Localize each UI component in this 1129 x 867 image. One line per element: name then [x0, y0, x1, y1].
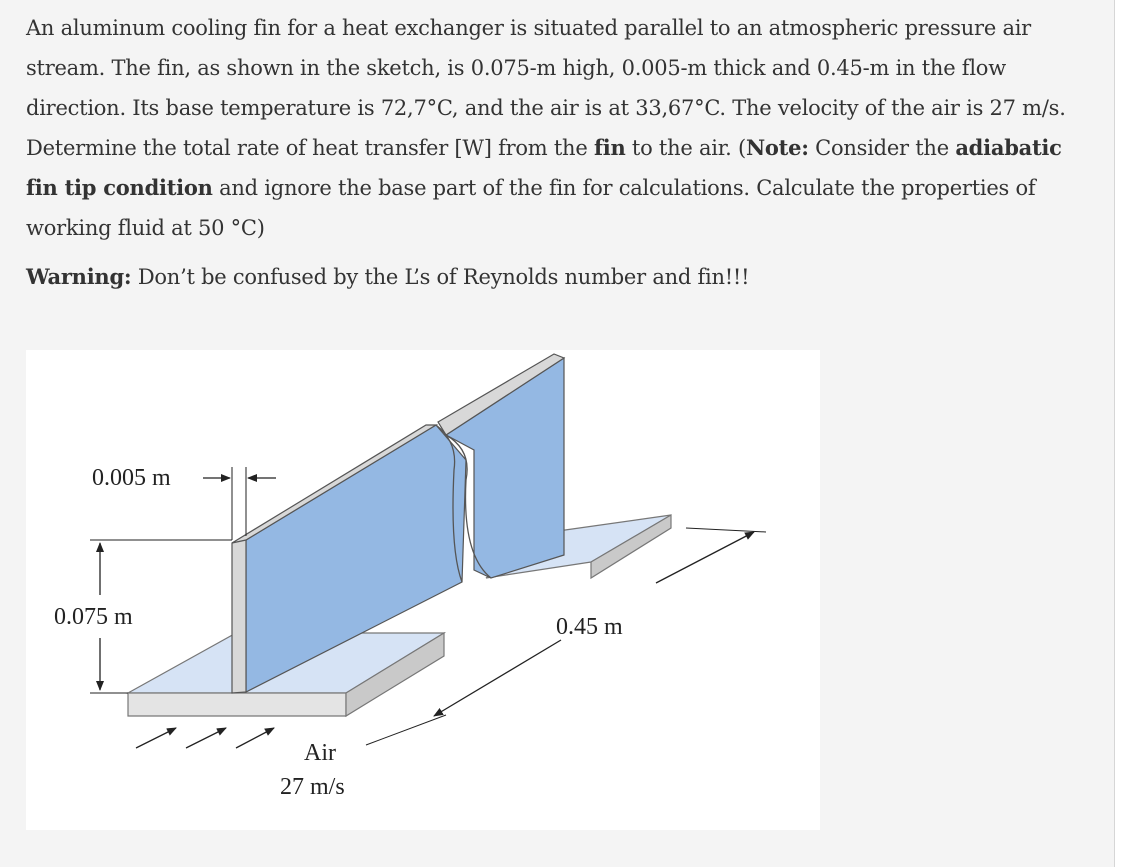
air-arrow-2	[186, 728, 226, 748]
air-label: Air	[304, 740, 336, 766]
fin-thickness-edge	[232, 536, 246, 693]
length-arrow-rear	[656, 532, 754, 583]
problem-text-3: Consider the	[808, 136, 956, 160]
warning-line	[26, 257, 1096, 297]
problem-text-4: and ignore the base part of the fin for calculations. Calculate the properties of working fluid at 50 °C)	[26, 176, 1036, 240]
thickness-label: 0.005 m	[92, 465, 171, 491]
air-speed-label: 27 m/s	[280, 774, 345, 800]
warning-label: Warning:	[26, 264, 132, 289]
problem-bold-fin: fin	[593, 135, 626, 160]
length-arrow-front	[434, 640, 561, 716]
problem-bold-adiabatic: adiabatic fin tip condition	[26, 135, 1062, 200]
height-label: 0.075 m	[54, 604, 133, 630]
problem-bold-note: Note:	[745, 135, 809, 160]
length-ext-line-front	[366, 715, 446, 745]
length-label: 0.45 m	[556, 614, 623, 640]
fin-sketch-svg	[26, 350, 820, 830]
base-plate-front-face	[128, 693, 346, 716]
air-arrow-3	[236, 728, 274, 748]
fin-sketch-figure	[26, 350, 820, 830]
problem-statement	[26, 8, 1096, 248]
problem-text-2: to the air. (	[625, 136, 746, 160]
problem-text-1: An aluminum cooling fin for a heat exchanger is situated parallel to an atmospheric pressure air stream. The fin, as shown in the sketch, is 0.075-m high, 0.005-m thick and 0.45-m in the flow direction. Its base temperature is 72,7°C, and the air is at 33,67°C. The velocity of the air is 27 m/s. Determine the total rate of heat transfer [W] from the	[26, 16, 1066, 160]
warning-text: Don’t be confused by the L’s of Reynolds number and fin!!!	[131, 265, 750, 289]
air-arrow-1	[136, 728, 176, 748]
length-ext-line-rear	[686, 528, 766, 532]
